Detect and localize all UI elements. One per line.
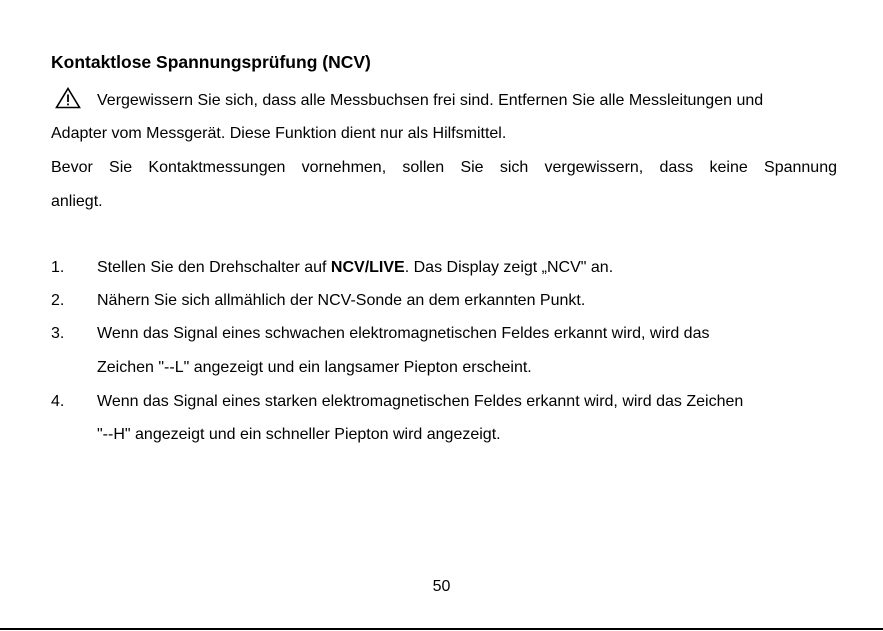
step-3-text-line1: Wenn das Signal eines schwachen elektromagnetischen Feldes erkannt wird, wird das <box>97 325 710 342</box>
step-number: 3. <box>51 325 65 342</box>
step-4-text-line1: Wenn das Signal eines starken elektromagnetischen Feldes erkannt wird, wird das Zeichen <box>97 393 744 410</box>
note-text-line1: Bevor Sie Kontaktmessungen vornehmen, sollen Sie sich vergewissern, dass keine Spannung <box>51 159 837 176</box>
warning-text-line1: Vergewissern Sie sich, dass alle Messbuchsen frei sind. Entfernen Sie alle Messleitungen und <box>97 92 764 109</box>
step-1-text <box>97 259 613 277</box>
step-1-text-pre: Stellen Sie den Drehschalter auf <box>97 259 331 276</box>
step-2-text: Nähern Sie sich allmählich der NCV-Sonde an dem erkannten Punkt. <box>97 292 586 309</box>
step-number: 2. <box>51 292 65 309</box>
step-number: 4. <box>51 393 65 410</box>
step-1-setting: NCV/LIVE <box>330 259 405 276</box>
step-1-text-post: . Das Display zeigt „NCV" an. <box>404 259 614 276</box>
step-3-text-line2: Zeichen "--L" angezeigt und ein langsamer Piepton erscheint. <box>97 359 532 376</box>
warning-text-line2: Adapter vom Messgerät. Diese Funktion dient nur als Hilfsmittel. <box>51 125 507 142</box>
section-title: Kontaktlose Spannungsprüfung (NCV) <box>51 52 371 72</box>
warning-triangle-icon <box>55 87 81 109</box>
note-text-line2: anliegt. <box>51 193 103 210</box>
page-number: 50 <box>432 578 451 595</box>
step-4-text-line2: "--H" angezeigt und ein schneller Piepton wird angezeigt. <box>97 426 501 443</box>
bottom-divider <box>0 628 883 630</box>
step-number: 1. <box>51 259 65 276</box>
